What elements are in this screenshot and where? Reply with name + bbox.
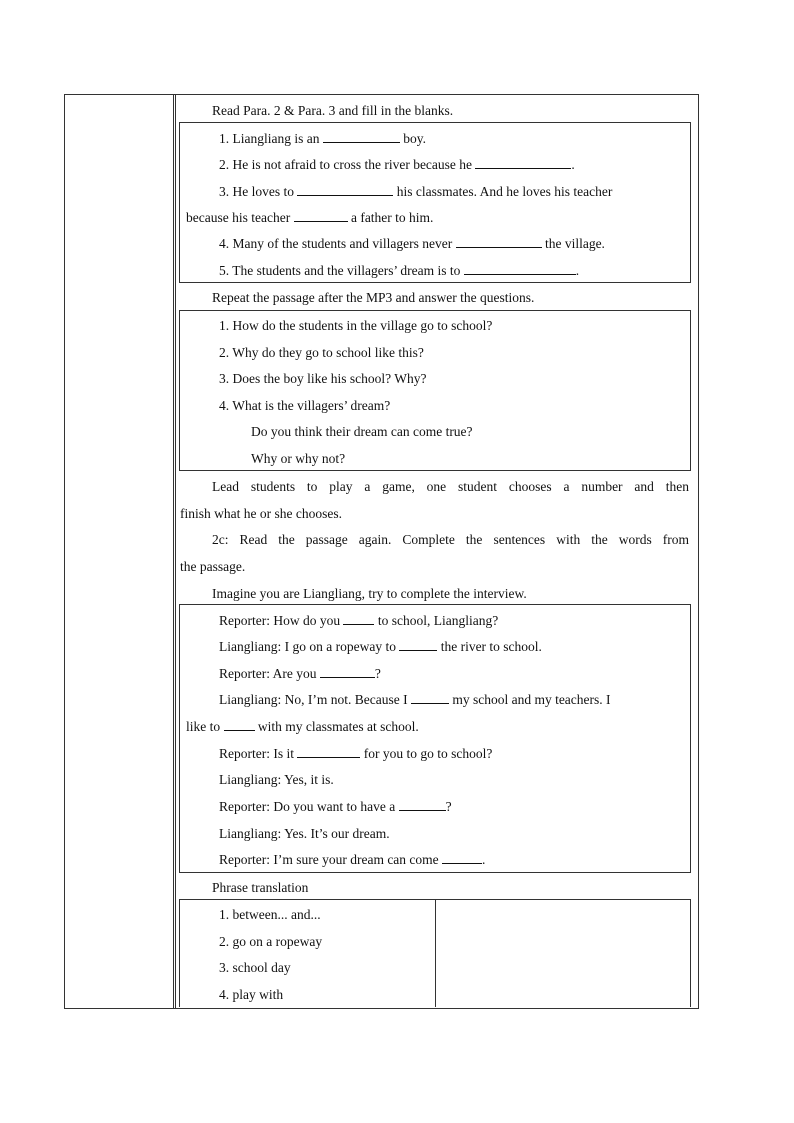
question-3: 3. Does the boy like his school? Why? <box>219 371 427 386</box>
phrase-4: 4. play with <box>219 987 284 1002</box>
blank-item-2: 2. He is not afraid to cross the river because he . <box>219 157 575 172</box>
interview-line-4-cont: like to with my classmates at school. <box>186 719 419 734</box>
blank-item-3: 3. He loves to his classmates. And he loves his teacher <box>219 184 613 199</box>
question-4-sub-1: Do you think their dream can come true? <box>251 424 473 439</box>
question-4-sub-2: Why or why not? <box>251 451 346 466</box>
interview-line-2: Liangliang: I go on a ropeway to the river to school. <box>219 639 542 654</box>
phrase-table-divider <box>435 899 436 1007</box>
answer-blank[interactable] <box>442 851 482 864</box>
answer-blank[interactable] <box>297 745 360 758</box>
question-1: 1. How do the students in the village go to school? <box>219 318 493 333</box>
interview-line-6: Liangliang: Yes, it is. <box>219 772 334 787</box>
interview-line-1: Reporter: How do you to school, Liangliang? <box>219 613 499 628</box>
answer-blank[interactable] <box>475 156 571 169</box>
answer-blank[interactable] <box>456 235 542 248</box>
task-2c-line-2: the passage. <box>180 559 246 574</box>
interview-line-8: Liangliang: Yes. It’s our dream. <box>219 826 390 841</box>
answer-blank[interactable] <box>343 612 374 625</box>
answer-blank[interactable] <box>464 262 576 275</box>
game-paragraph-line-2: finish what he or she chooses. <box>180 506 342 521</box>
answer-blank[interactable] <box>297 183 393 196</box>
question-4: 4. What is the villagers’ dream? <box>219 398 391 413</box>
answer-blank[interactable] <box>294 209 348 222</box>
interview-line-5: Reporter: Is it for you to go to school? <box>219 746 493 761</box>
answer-blank[interactable] <box>399 638 437 651</box>
fill-blanks-instruction: Read Para. 2 & Para. 3 and fill in the blanks. <box>212 103 454 118</box>
questions-instruction: Repeat the passage after the MP3 and answer the questions. <box>212 290 535 305</box>
interview-line-7: Reporter: Do you want to have a ? <box>219 799 452 814</box>
interview-line-3: Reporter: Are you ? <box>219 666 381 681</box>
question-2: 2. Why do they go to school like this? <box>219 345 424 360</box>
blank-item-5: 5. The students and the villagers’ dream is to . <box>219 263 580 278</box>
left-column <box>64 95 174 1008</box>
phrase-1: 1. between... and... <box>219 907 321 922</box>
interview-line-9: Reporter: I’m sure your dream can come . <box>219 852 486 867</box>
answer-blank[interactable] <box>411 691 449 704</box>
phrase-translation-title: Phrase translation <box>212 880 309 895</box>
interview-line-4: Liangliang: No, I’m not. Because I my school and my teachers. I <box>219 692 611 707</box>
answer-blank[interactable] <box>224 718 255 731</box>
answer-blank[interactable] <box>399 798 446 811</box>
blank-item-1: 1. Liangliang is an boy. <box>219 131 426 146</box>
interview-instruction: Imagine you are Liangliang, try to complete the interview. <box>212 586 527 601</box>
phrase-3: 3. school day <box>219 960 291 975</box>
game-paragraph-line-1: Lead students to play a game, one student chooses a number and then <box>212 479 689 494</box>
answer-blank[interactable] <box>320 665 375 678</box>
answer-blank[interactable] <box>323 130 400 143</box>
task-2c-line-1: 2c: Read the passage again. Complete the sentences with the words from <box>212 532 689 547</box>
blank-item-3-cont: because his teacher a father to him. <box>186 210 434 225</box>
phrase-2: 2. go on a ropeway <box>219 934 323 949</box>
blank-item-4: 4. Many of the students and villagers never the village. <box>219 236 605 251</box>
